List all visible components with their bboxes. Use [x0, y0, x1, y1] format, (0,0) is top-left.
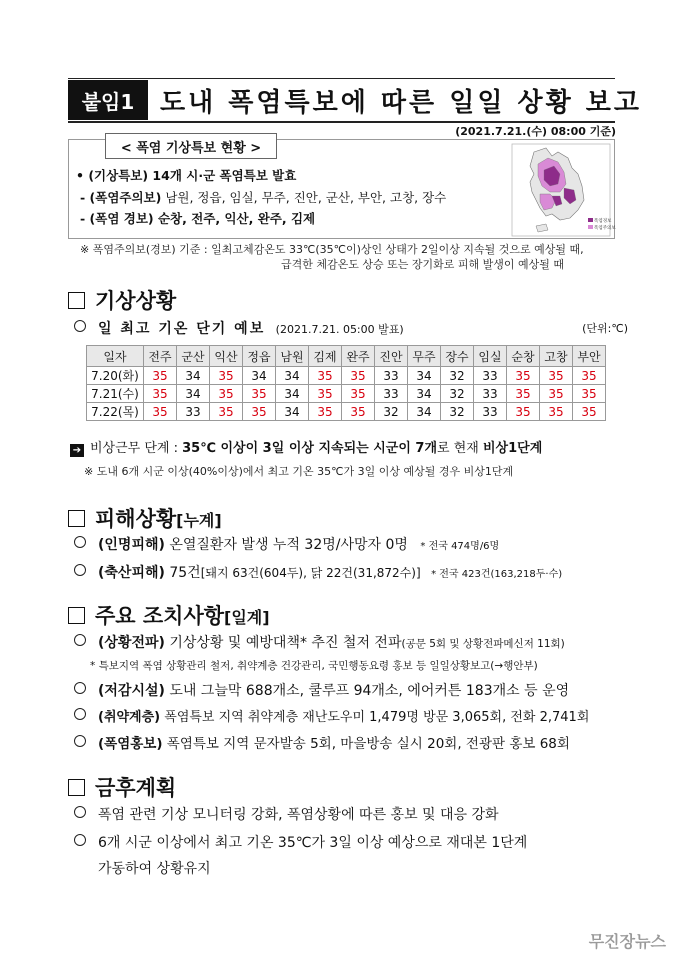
col-date: 일자	[87, 346, 144, 367]
plan-line-2: 6개 시군 이상에서 최고 기온 35℃가 3일 이상 예상으로 재대본 1단계	[74, 832, 527, 852]
col-gochang: 고창	[540, 346, 573, 367]
advisory-label: - (폭염주의보)	[80, 190, 162, 205]
header-top-rule	[68, 78, 615, 79]
temp-cell: 35	[342, 403, 375, 421]
temp-cell: 35	[309, 367, 342, 385]
temp-cell: 35	[540, 385, 573, 403]
criteria-line-2: 급격한 체감온도 상승 또는 장기화로 피해 발생이 예상될 때	[281, 258, 564, 271]
circle-bullet-icon	[74, 634, 86, 646]
section-measures-heading: 주요 조치사항[일계]	[68, 600, 270, 630]
section-weather-heading: 기상상황	[68, 285, 176, 315]
measures-line-3: (취약계층) 폭염특보 지역 취약계층 재난도우미 1,479명 방문 3,065회, 전화 2,741회	[74, 706, 589, 725]
status-box-title: < 폭염 기상특보 현황 >	[105, 133, 277, 159]
temp-cell: 33	[474, 403, 507, 421]
temp-cell: 35	[210, 367, 243, 385]
temp-cell: 33	[375, 367, 408, 385]
attachment-badge: 붙임1	[68, 80, 148, 120]
arrow-right-icon: ➔	[70, 444, 84, 457]
plan-line-1: 폭염 관련 기상 모니터링 강화, 폭염상황에 따른 홍보 및 대응 강화	[74, 804, 499, 824]
temp-cell: 35	[573, 367, 606, 385]
col-jinan: 진안	[375, 346, 408, 367]
criteria-line-1: ※ 폭염주의보(경보) 기준 : 일최고체감온도 33℃(35℃이)상인 상태가 2일이상 지속될 것으로 예상될 때,	[80, 243, 584, 256]
temp-cell: 34	[408, 367, 441, 385]
temp-cell: 35	[210, 403, 243, 421]
measures-line-1-note: * 특보지역 폭염 상황관리 철저, 취약계층 건강관리, 국민행동요령 홍보 등 일일상황보고(→행안부)	[90, 660, 538, 672]
table-row	[87, 385, 606, 403]
circle-bullet-icon	[74, 708, 86, 720]
measures-line-4: (폭염홍보) 폭염특보 지역 문자발송 5회, 마을방송 실시 20회, 전광판 홍보 68회	[74, 732, 570, 752]
section-square-icon	[68, 607, 85, 624]
temp-cell: 35	[243, 403, 276, 421]
col-namwon: 남원	[276, 346, 309, 367]
status-line-1: • (기상특보) 14개 시·군 폭염특보 발효	[76, 168, 297, 183]
col-jangsu: 장수	[441, 346, 474, 367]
forecast-issue-date: (2021.7.21. 05:00 발표)	[275, 323, 404, 336]
report-date: (2021.7.21.(수) 08:00 기준)	[455, 125, 616, 138]
measures-line-1: (상황전파) 기상상황 및 예방대책* 추진 철저 전파(공문 5회 및 상황전파메신저 11회)	[74, 632, 565, 652]
status-line-2	[80, 188, 446, 206]
emergency-level: 비상1단계	[482, 441, 543, 456]
temp-cell: 33	[375, 385, 408, 403]
plan-line-3: 가동하여 상황유지	[98, 861, 211, 877]
col-gunsan: 군산	[177, 346, 210, 367]
temp-cell: 35	[507, 367, 540, 385]
col-jeongeup: 정읍	[243, 346, 276, 367]
col-wanju: 완주	[342, 346, 375, 367]
temp-cell: 35	[573, 403, 606, 421]
circle-bullet-icon	[74, 320, 86, 332]
damage-line-1: (인명피해) 온열질환자 발생 누적 32명/사망자 0명 * 전국 474명/6명	[74, 534, 499, 554]
temp-cell: 35	[144, 403, 177, 421]
table-row	[87, 403, 606, 421]
temp-cell: 34	[177, 367, 210, 385]
temp-cell: 32	[441, 403, 474, 421]
temp-cell: 35	[540, 403, 573, 421]
section-damage-heading: 피해상황[누계]	[68, 503, 222, 533]
temp-cell: 33	[474, 385, 507, 403]
temp-cell: 35	[243, 385, 276, 403]
circle-bullet-icon	[74, 834, 86, 846]
col-jeonju: 전주	[144, 346, 177, 367]
temp-cell: 33	[177, 403, 210, 421]
table-header-row	[87, 346, 606, 367]
circle-bullet-icon	[74, 536, 86, 548]
circle-bullet-icon	[74, 735, 86, 747]
map-legend-warning: 폭염경보	[594, 219, 612, 224]
temp-cell: 35	[309, 385, 342, 403]
watermark: 무진장뉴스	[588, 932, 666, 951]
temp-cell: 35	[210, 385, 243, 403]
col-gimje: 김제	[309, 346, 342, 367]
col-sunchang: 순창	[507, 346, 540, 367]
section-square-icon	[68, 510, 85, 527]
temp-cell: 35	[540, 367, 573, 385]
temp-cell: 35	[144, 385, 177, 403]
page-title: 도내 폭염특보에 따른 일일 상황 보고	[160, 88, 642, 118]
map-legend-advisory: 폭염주의보	[594, 226, 616, 231]
temp-cell: 35	[573, 385, 606, 403]
temp-cell: 35	[507, 385, 540, 403]
temp-cell: 32	[441, 367, 474, 385]
temp-cell: 34	[276, 385, 309, 403]
temp-cell: 35	[342, 385, 375, 403]
temp-cell: 32	[375, 403, 408, 421]
advisory-regions: 남원, 정읍, 임실, 무주, 진안, 군산, 부안, 고창, 장수	[161, 190, 447, 205]
measures-line-2: (저감시설) 도내 그늘막 688개소, 쿨루프 94개소, 에어커튼 183개소 등 운영	[74, 680, 569, 700]
korea-map-figure	[512, 144, 616, 236]
emergency-level-line: ➔ 비상근무 단계 : 35℃ 이상이 3일 이상 지속되는 시군이 7개로 현재 비상1단계	[70, 437, 542, 457]
temp-cell: 34	[276, 403, 309, 421]
circle-bullet-icon	[74, 564, 86, 576]
row-date: 7.22(목)	[87, 403, 144, 421]
temp-cell: 34	[177, 385, 210, 403]
section-square-icon	[68, 779, 85, 796]
status-line-3: - (폭염 경보) 순창, 전주, 익산, 완주, 김제	[80, 211, 316, 226]
row-date: 7.20(화)	[87, 367, 144, 385]
forecast-table	[86, 345, 606, 421]
col-muju: 무주	[408, 346, 441, 367]
section-plan-heading: 금후계획	[68, 772, 176, 802]
section-square-icon	[68, 292, 85, 309]
circle-bullet-icon	[74, 682, 86, 694]
col-iksan: 익산	[210, 346, 243, 367]
emergency-note: ※ 도내 6개 시군 이상(40%이상)에서 최고 기온 35℃가 3일 이상 예상될 경우 비상1단계	[84, 465, 514, 478]
temp-cell: 35	[342, 367, 375, 385]
temp-cell: 35	[309, 403, 342, 421]
col-imsil: 임실	[474, 346, 507, 367]
temp-cell: 34	[408, 385, 441, 403]
temp-cell: 33	[474, 367, 507, 385]
temp-cell: 34	[243, 367, 276, 385]
col-buan: 부안	[573, 346, 606, 367]
temp-cell: 35	[507, 403, 540, 421]
temperature-unit: (단위:℃)	[582, 322, 628, 335]
row-date: 7.21(수)	[87, 385, 144, 403]
temp-cell: 32	[441, 385, 474, 403]
temp-cell: 34	[408, 403, 441, 421]
table-body	[87, 367, 606, 421]
temp-cell: 35	[144, 367, 177, 385]
damage-line-2: (축산피해) 75건[돼지 63건(604두), 닭 22건(31,872수)] * 전국 423건(163,218두·수)	[74, 562, 562, 582]
table-row	[87, 367, 606, 385]
forecast-label-line: 일 최고 기온 단기 예보 (2021.7.21. 05:00 발표)	[74, 318, 404, 338]
temp-cell: 34	[276, 367, 309, 385]
circle-bullet-icon	[74, 806, 86, 818]
